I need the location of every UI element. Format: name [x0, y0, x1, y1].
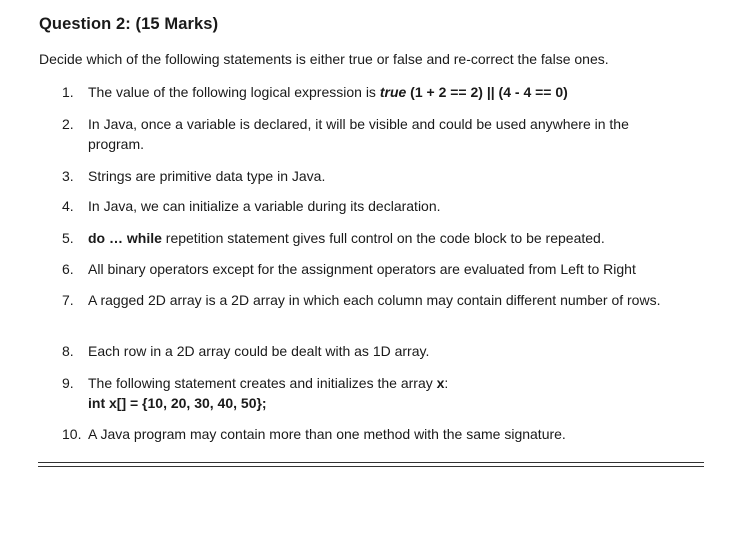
item-text: Each row in a 2D array could be dealt with as 1D array. — [88, 343, 430, 359]
question-title: Question 2: (15 Marks) — [39, 15, 219, 33]
item-number: 7. — [62, 292, 74, 308]
item-text: In Java, once a variable is declared, it will be visible and could be used anywhere in the program. — [88, 116, 629, 152]
item-expression: (1 + 2 == 2) || (4 - 4 == 0) — [406, 84, 568, 100]
list-item — [62, 373, 702, 413]
divider-line — [38, 462, 704, 463]
item-emphasis: true — [379, 84, 407, 100]
list-item — [62, 290, 702, 310]
item-number: 9. — [62, 375, 74, 391]
item-text-rest: repetition statement gives full control on the code block to be repeated. — [161, 230, 605, 246]
item-number: 2. — [62, 116, 74, 132]
item-colon: : — [444, 375, 449, 391]
list-item — [62, 424, 702, 444]
item-number: 10. — [62, 426, 82, 442]
item-text: All binary operators except for the assignment operators are evaluated from Left to Right — [88, 261, 636, 277]
list-item — [62, 228, 702, 248]
list-item — [62, 259, 702, 279]
list-item — [62, 114, 702, 154]
item-text — [88, 373, 702, 393]
divider-line — [38, 466, 704, 467]
item-number: 6. — [62, 261, 74, 277]
item-code-line: int x[] = {10, 20, 30, 40, 50}; — [88, 395, 267, 411]
question-instructions: Decide which of the following statements is either true or false and re-correct the false ones. — [39, 51, 609, 67]
item-number: 8. — [62, 343, 74, 359]
item-code-keyword: do … while — [88, 230, 162, 246]
item-number: 5. — [62, 230, 74, 246]
item-variable: x — [436, 375, 445, 391]
item-number: 4. — [62, 198, 74, 214]
list-item — [62, 196, 702, 216]
item-text: Strings are primitive data type in Java. — [88, 168, 326, 184]
item-text — [88, 228, 702, 248]
item-number: 1. — [62, 84, 74, 100]
item-text-pre: The value of the following logical expression is — [88, 84, 380, 100]
item-text: In Java, we can initialize a variable during its declaration. — [88, 198, 441, 214]
list-item — [62, 166, 702, 186]
item-text: A Java program may contain more than one method with the same signature. — [88, 426, 566, 442]
item-text: A ragged 2D array is a 2D array in which each column may contain different number of rows. — [88, 292, 661, 308]
item-number: 3. — [62, 168, 74, 184]
item-text — [88, 82, 702, 102]
list-item — [62, 82, 702, 102]
item-text-pre: The following statement creates and initializes the array — [88, 375, 437, 391]
list-item — [62, 341, 702, 361]
